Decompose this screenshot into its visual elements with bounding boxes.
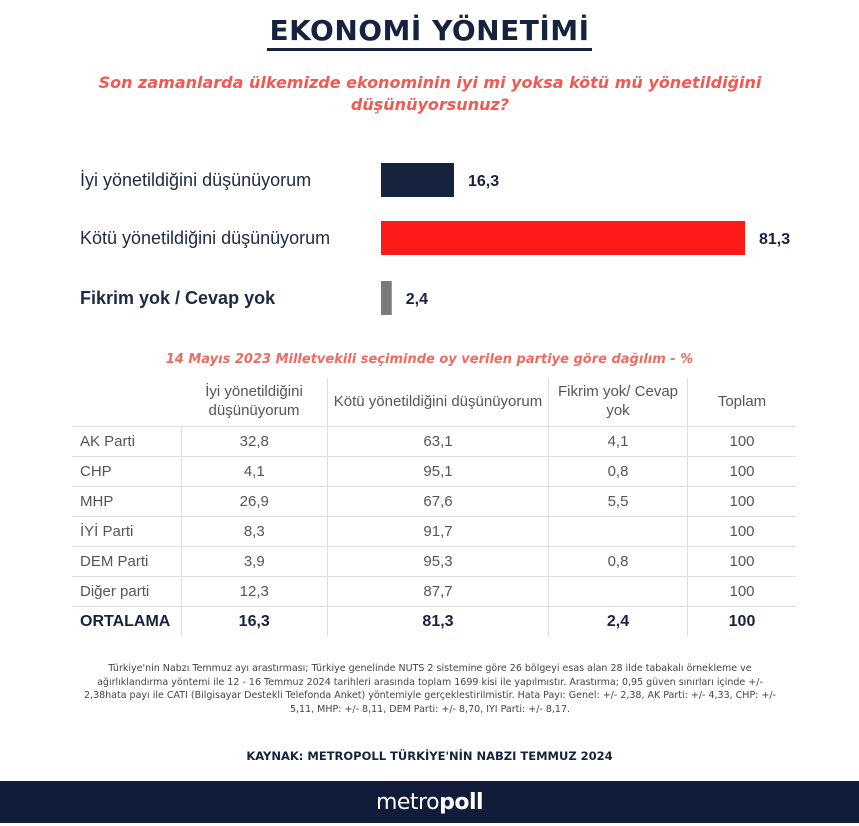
good-value: 12,3 xyxy=(181,577,328,607)
table-header-row xyxy=(72,378,796,427)
party-name: Diğer parti xyxy=(72,577,181,607)
no-opinion-value: 0,8 xyxy=(549,457,688,487)
page-title xyxy=(0,14,859,47)
footer-bar xyxy=(0,781,859,823)
table-header-total: Toplam xyxy=(688,378,797,427)
bad-value: 63,1 xyxy=(328,427,549,457)
source-line: KAYNAK: METROPOLL TÜRKİYE'NİN NABZI TEMMUZ 2024 xyxy=(246,749,613,763)
good-value: 4,1 xyxy=(181,457,328,487)
no-opinion-value xyxy=(549,577,688,607)
bad-value: 95,1 xyxy=(328,457,549,487)
good-value: 8,3 xyxy=(181,517,328,547)
average-bad-value: 81,3 xyxy=(328,607,549,637)
table-row xyxy=(72,457,796,487)
party-name: CHP xyxy=(72,457,181,487)
bar-chart xyxy=(0,150,859,330)
survey-question: Son zamanlarda ülkemizde ekonominin iyi mi yoksa kötü mü yönetildiğini düşünüyorsunuz? xyxy=(98,73,762,114)
average-no-opinion-value: 2,4 xyxy=(549,607,688,637)
total-value: 100 xyxy=(688,547,797,577)
table-row xyxy=(72,577,796,607)
table-header-bad: Kötü yönetildiğini düşünüyorum xyxy=(328,378,549,427)
good-value: 3,9 xyxy=(181,547,328,577)
bad-value: 95,3 xyxy=(328,547,549,577)
data-label: 2,4 xyxy=(405,291,428,308)
table-row-average xyxy=(72,607,796,637)
average-good-value: 16,3 xyxy=(181,607,328,637)
no-opinion-value xyxy=(549,517,688,547)
table-row xyxy=(72,517,796,547)
no-opinion-value: 4,1 xyxy=(549,427,688,457)
logo-part-poll: poll xyxy=(439,789,484,815)
category-label: İyi yönetildiğini düşünüyorum xyxy=(80,170,312,190)
total-value: 100 xyxy=(688,457,797,487)
category-label: Kötü yönetildiğini düşünüyorum xyxy=(80,228,331,248)
bar xyxy=(381,163,454,197)
table-header-party xyxy=(72,378,181,427)
good-value: 26,9 xyxy=(181,487,328,517)
bad-value: 87,7 xyxy=(328,577,549,607)
category-label: Fikrim yok / Cevap yok xyxy=(80,288,276,308)
logo-part-metro: metro xyxy=(375,789,440,815)
bar xyxy=(381,281,392,315)
good-value: 32,8 xyxy=(181,427,328,457)
party-name: İYİ Parti xyxy=(72,517,181,547)
total-value: 100 xyxy=(688,577,797,607)
party-name: MHP xyxy=(72,487,181,517)
table-header-no-opinion: Fikrim yok/ Cevap yok xyxy=(549,378,688,427)
table-subtitle: 14 Mayıs 2023 Milletvekili seçiminde oy verilen partiye göre dağılım - % xyxy=(165,352,694,367)
table-row xyxy=(72,487,796,517)
bar xyxy=(381,221,745,255)
data-label: 16,3 xyxy=(467,173,500,190)
table-row xyxy=(72,427,796,457)
party-name: AK Parti xyxy=(72,427,181,457)
total-value: 100 xyxy=(688,487,797,517)
methodology-note: Türkiye'nin Nabzı Temmuz ayı arastırması; Türkiye genelinde NUTS 2 sistemine göre 26 bölgeyi esas alan 28 ilde tabakalı örnekleme ve ağırlıklandırma yöntemi ile 12 - 16 Temmuz 2024 tarihleri arasında toplam 1699 kisi ile yapılmıstır. Arastırma; 0,95 güven sınırları içinde +/- 2,38hata payı ile CATI (Bilgisayar Destekli Telefonda Anket) yöntemiyle gerçeklestirilmistir. Hata Payı: Genel: +/- 2,38, AK Parti: +/- 4,33, CHP: +/- 5,11, MHP: +/- 8,11, DEM Parti: +/- 8,70, IYI Parti: +/- 8,17. xyxy=(84,663,776,715)
bad-value: 67,6 xyxy=(328,487,549,517)
data-label: 81,3 xyxy=(759,231,791,248)
table-header-good: İyi yönetildiğini düşünüyorum xyxy=(181,378,328,427)
no-opinion-value: 0,8 xyxy=(549,547,688,577)
party-name: DEM Parti xyxy=(72,547,181,577)
average-total-value: 100 xyxy=(688,607,797,637)
party-breakdown-table xyxy=(72,378,796,636)
metropoll-logo xyxy=(376,790,483,815)
total-value: 100 xyxy=(688,427,797,457)
table-row xyxy=(72,547,796,577)
no-opinion-value: 5,5 xyxy=(549,487,688,517)
total-value: 100 xyxy=(688,517,797,547)
page-title-text: EKONOMİ YÖNETİMİ xyxy=(267,14,591,51)
bad-value: 91,7 xyxy=(328,517,549,547)
average-label: ORTALAMA xyxy=(80,612,171,630)
